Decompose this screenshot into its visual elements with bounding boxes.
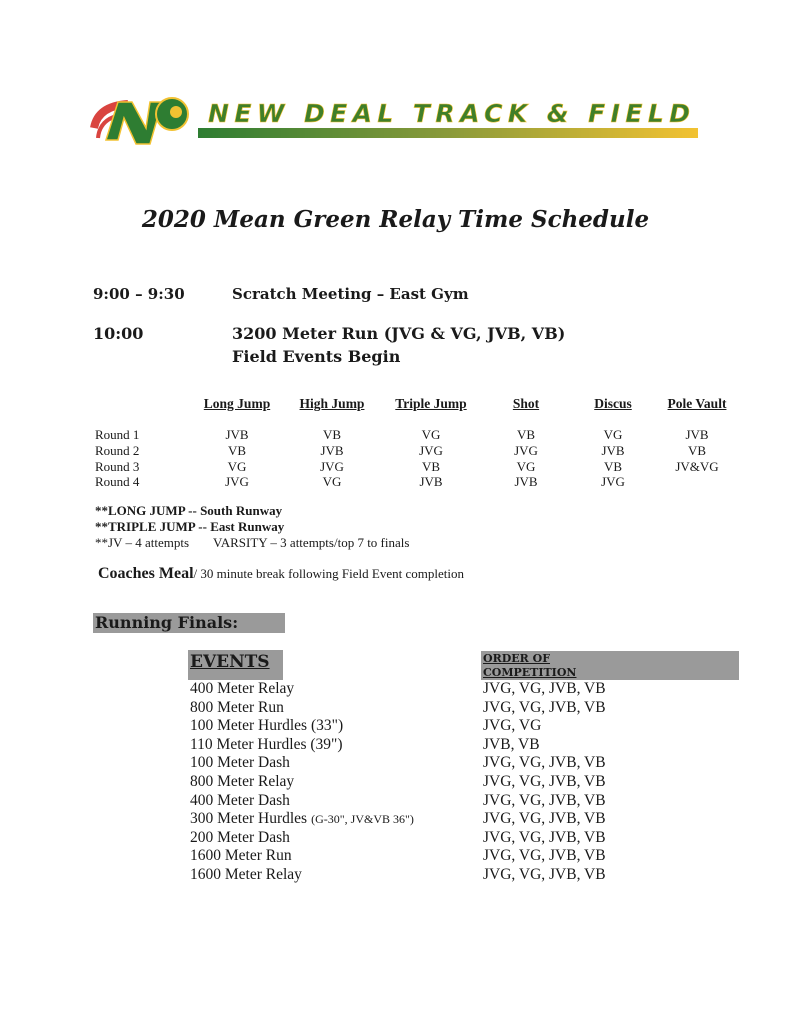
round-cell: JVG [514,443,538,458]
final-event-name: 1600 Meter Run [190,847,292,865]
field-header-long-jump: Long Jump [203,396,271,411]
field-header-shot: Shot [512,396,540,411]
order-header-line-1: ORDER OF [483,652,551,665]
final-event-name: 200 Meter Dash [190,828,290,846]
final-event-order: JVG, VG, JVB, VB [483,680,606,697]
final-event-name: 800 Meter Run [190,698,284,716]
round-cell: JV&VG [675,459,719,474]
round-cell: VG [421,427,441,442]
final-event [190,773,294,791]
running-finals-heading: Running Finals: [95,613,239,632]
field-header-high-jump: High Jump [299,396,365,411]
round-cell: JVG [225,474,249,489]
note-long-jump: **LONG JUMP -- South Runway [95,503,283,518]
round-cell: JVB [685,427,709,442]
final-event-order: JVG, VG, JVB, VB [483,866,606,883]
round-cell: VB [421,459,441,474]
time-slot-2: 10:00 [93,324,144,343]
final-event [190,847,292,865]
page-title: 2020 Mean Green Relay Time Schedule [141,206,650,233]
final-event-name: 300 Meter Hurdles [190,810,308,828]
running-finals-heading-box [93,613,285,633]
final-event-name: 400 Meter Relay [190,680,295,697]
note-triple-jump: **TRIPLE JUMP -- East Runway [95,519,285,534]
field-header-discus: Discus [594,396,632,411]
final-event-order: JVG, VG, JVB, VB [483,847,606,865]
final-event-name: 110 Meter Hurdles (39") [190,735,343,753]
new-deal-logo [88,88,700,150]
round-cell: VB [603,459,623,474]
svg-text:NEW DEAL TRACK & FIELD: NEW DEAL TRACK & FIELD [208,99,693,128]
round-label: Round 2 [95,443,140,458]
time-slot-1: 9:00 – 9:30 [93,285,185,303]
round-cell: JVG [320,459,344,474]
round-cell: JVB [419,474,443,489]
order-header-box [481,651,739,680]
round-cell: JVB [225,427,249,442]
round-label: Round 3 [95,459,140,474]
final-event-order: JVB, VB [483,735,540,753]
round-cell: VG [322,474,342,489]
field-header-triple-jump: Triple Jump [395,396,467,411]
note-varsity-attempts: VARSITY – 3 attempts/top 7 to finals [213,535,410,550]
round-cell: JVB [601,443,625,458]
final-event [190,736,343,754]
round-label: Round 4 [95,474,140,489]
final-event-order: JVG, VG, JVB, VB [483,791,606,809]
round-cell: VB [687,443,707,458]
round-cell: VG [603,427,623,442]
events-header: EVENTS [190,652,270,672]
round-cell: VB [322,427,342,442]
final-event [190,754,290,772]
coaches-meal-label: Coaches Meal [98,565,194,582]
final-event-order: JVG, VG, JVB, VB [483,773,606,790]
final-event-note: (G-30", JV&VB 36") [311,812,414,827]
final-event-name: 1600 Meter Relay [190,866,302,883]
time-slot-2-event-2: Field Events Begin [232,347,401,366]
coaches-meal [98,565,464,583]
round-cell: VG [516,459,536,474]
final-event-order: JVG, VG, JVB, VB [483,828,606,846]
round-cell: VB [516,427,536,442]
time-slot-1-event: Scratch Meeting – East Gym [232,285,469,303]
final-event [190,866,302,884]
round-cell: JVG [601,474,625,489]
final-event [190,792,290,810]
final-event-name: 100 Meter Hurdles (33") [190,717,344,735]
events-header-box [188,650,283,680]
round-cell: JVG [419,443,443,458]
coaches-meal-detail: / 30 minute break following Field Event completion [193,566,464,581]
final-event [190,717,343,735]
order-header-line-2: COMPETITION [483,666,577,679]
note-jv-attempts: **JV – 4 attempts [95,535,190,550]
final-event-order: JVG, VG, JVB, VB [483,698,606,716]
final-event-order: JVG, VG [483,717,542,735]
final-event [190,810,414,828]
round-label: Round 1 [95,427,140,442]
field-header-pole-vault: Pole Vault [667,396,727,411]
round-cell: VG [227,459,247,474]
final-event [190,680,294,698]
round-cell: JVB [320,443,344,458]
final-event [190,829,290,847]
round-cell: JVB [514,474,538,489]
final-event-order: JVG, VG, JVB, VB [483,754,606,772]
final-event [190,699,284,717]
final-event-name: 800 Meter Relay [190,773,295,790]
final-event-name: 400 Meter Dash [190,791,290,809]
final-event-order: JVG, VG, JVB, VB [483,810,606,828]
final-event-name: 100 Meter Dash [190,754,290,772]
time-slot-2-event: 3200 Meter Run (JVG & VG, JVB, VB) [232,324,566,343]
round-cell: VB [227,443,247,458]
